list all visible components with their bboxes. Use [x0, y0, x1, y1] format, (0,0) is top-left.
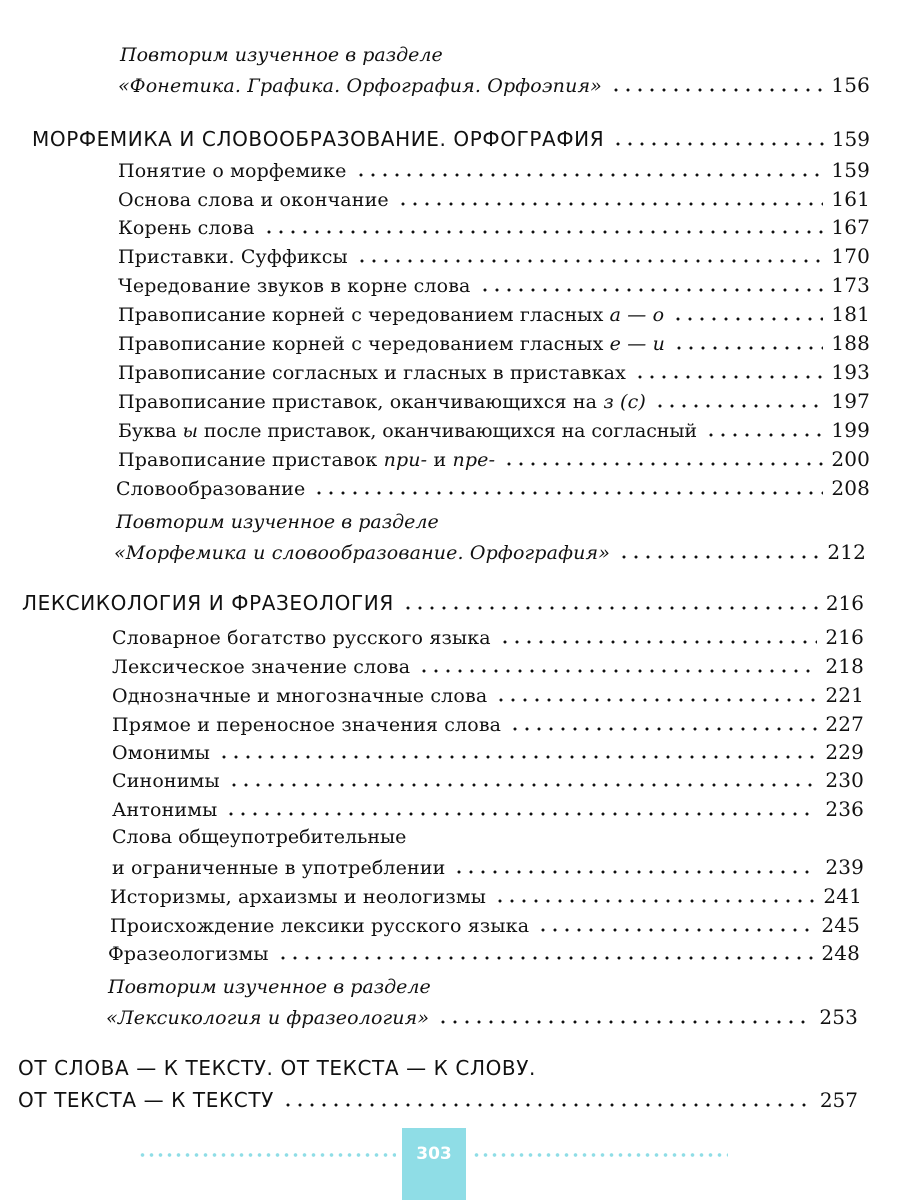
- entry-page: 199: [831, 418, 870, 442]
- section-page: 257: [819, 1088, 858, 1112]
- entry-title-line1: Слова общеупотребительные: [112, 826, 407, 848]
- entry-title: Понятие о морфемике: [118, 160, 347, 182]
- dot-leader: [705, 433, 823, 437]
- dot-leader: [494, 899, 815, 903]
- entry-page: 197: [831, 389, 870, 413]
- section-heading-line1: ОТ СЛОВА — К ТЕКСТУ. ОТ ТЕКСТА — К СЛОВУ.: [18, 1056, 536, 1080]
- section-heading[interactable]: [32, 127, 870, 151]
- entry-title-text: Правописание приставок, оканчивающихся на: [118, 391, 598, 413]
- toc-entry[interactable]: [118, 215, 870, 239]
- toc-entry[interactable]: [118, 447, 870, 471]
- section-page: 216: [825, 591, 864, 615]
- entry-title-italic: а — о: [609, 304, 665, 326]
- entry-title: «Фонетика. Графика. Орфография. Орфоэпия»: [118, 75, 602, 97]
- entry-title: [118, 420, 697, 442]
- section-page: 159: [831, 127, 870, 151]
- entry-page: 208: [831, 476, 870, 500]
- entry-page: 229: [825, 740, 864, 764]
- entry-page: 218: [825, 654, 864, 678]
- entry-title: [118, 391, 646, 413]
- entry-title: Основа слова и окончание: [118, 189, 389, 211]
- entry-page: 170: [831, 244, 870, 268]
- toc-entry[interactable]: [112, 712, 864, 736]
- toc-entry[interactable]: [108, 941, 860, 965]
- toc-entry[interactable]: [110, 913, 860, 937]
- toc-entry[interactable]: [118, 331, 870, 355]
- toc-entry[interactable]: [112, 654, 864, 678]
- entry-page: 181: [831, 302, 870, 326]
- review-phonetics-heading: Повторим изученное в разделе: [120, 44, 443, 66]
- dot-leader: [495, 698, 817, 702]
- dot-leader: [397, 202, 824, 206]
- toc-entry[interactable]: [118, 158, 870, 182]
- entry-page: 236: [825, 797, 864, 821]
- toc-entry[interactable]: [112, 740, 864, 764]
- entry-page: 239: [825, 855, 864, 879]
- entry-title-text: после приставок, оканчивающихся на согласный: [203, 420, 697, 442]
- toc-entry[interactable]: [118, 418, 870, 442]
- entry-page: 230: [825, 768, 864, 792]
- dot-leader: [610, 88, 823, 92]
- dot-leader: [218, 755, 817, 759]
- entry-page: 167: [831, 215, 870, 239]
- entry-title: Прямое и переносное значения слова: [112, 714, 502, 736]
- dot-leader: [356, 259, 824, 263]
- dot-leader: [437, 1020, 811, 1024]
- entry-title: и ограниченные в употреблении: [112, 857, 446, 879]
- footer-dots-right: [472, 1152, 728, 1158]
- entry-title: Словообразование: [116, 478, 306, 500]
- toc-entry[interactable]: [114, 540, 866, 564]
- dot-leader: [618, 555, 819, 559]
- entry-title: Однозначные и многозначные слова: [112, 685, 488, 707]
- entry-title: Фразеологизмы: [108, 943, 269, 965]
- toc-entry[interactable]: [118, 73, 870, 97]
- entry-title: Правописание согласных и гласных в приставках: [118, 362, 627, 384]
- dot-leader: [499, 640, 818, 644]
- toc-entry[interactable]: [118, 244, 870, 268]
- entry-title: Лексическое значение слова: [112, 656, 411, 678]
- dot-leader: [402, 606, 818, 610]
- dot-leader: [225, 812, 817, 816]
- dot-leader: [509, 727, 817, 731]
- entry-title: [118, 304, 664, 326]
- entry-page: 159: [831, 158, 870, 182]
- dot-leader: [263, 230, 824, 234]
- entry-title: Чередование звуков в корне слова: [118, 275, 471, 297]
- entry-title-italic: ы: [182, 420, 198, 442]
- section-title: ЛЕКСИКОЛОГИЯ И ФРАЗЕОЛОГИЯ: [22, 591, 394, 615]
- entry-page: 188: [831, 331, 870, 355]
- section-heading[interactable]: [18, 1088, 858, 1112]
- toc-entry[interactable]: [112, 768, 864, 792]
- toc-entry[interactable]: [112, 683, 864, 707]
- toc-entry[interactable]: [110, 884, 862, 908]
- entry-title: [118, 449, 495, 471]
- entry-title-mid: и: [433, 449, 447, 471]
- entry-page: 161: [831, 187, 870, 211]
- entry-page: 245: [821, 913, 860, 937]
- entry-page: 173: [831, 273, 870, 297]
- dot-leader: [453, 870, 817, 874]
- entry-page: 241: [823, 884, 862, 908]
- entry-title-pre: Буква: [118, 420, 177, 442]
- entry-title-text: Правописание приставок: [118, 449, 378, 471]
- entry-title-italic: з (с): [603, 391, 646, 413]
- entry-title: Происхождение лексики русского языка: [110, 915, 530, 937]
- entry-title: Приставки. Суффиксы: [118, 246, 348, 268]
- toc-entry[interactable]: [118, 273, 870, 297]
- dot-leader: [654, 404, 823, 408]
- review-lexicology-heading: Повторим изученное в разделе: [108, 976, 431, 998]
- entry-title: [118, 333, 665, 355]
- dot-leader: [277, 956, 814, 960]
- dot-leader: [418, 669, 817, 673]
- toc-entry[interactable]: [118, 302, 870, 326]
- review-morphemics-heading: Повторим изученное в разделе: [116, 511, 439, 533]
- toc-entry[interactable]: [112, 797, 864, 821]
- dot-leader: [672, 317, 823, 321]
- section-title: МОРФЕМИКА И СЛОВООБРАЗОВАНИЕ. ОРФОГРАФИЯ: [32, 127, 605, 151]
- entry-title-text: Правописание корней с чередованием гласных: [118, 304, 604, 326]
- entry-page: 212: [827, 540, 866, 564]
- entry-title-text: Правописание корней с чередованием гласных: [118, 333, 604, 355]
- entry-page: 193: [831, 360, 870, 384]
- dot-leader: [537, 928, 813, 932]
- section-heading[interactable]: [22, 591, 864, 615]
- entry-title: Синонимы: [112, 770, 220, 792]
- toc-entry[interactable]: [112, 625, 864, 649]
- entry-title: Омонимы: [112, 742, 211, 764]
- entry-title-italic: е — и: [609, 333, 665, 355]
- entry-page: 221: [825, 683, 864, 707]
- dot-leader: [673, 346, 823, 350]
- entry-title: Словарное богатство русского языка: [112, 627, 491, 649]
- entry-page: 253: [819, 1005, 858, 1029]
- dot-leader: [503, 462, 823, 466]
- dot-leader: [313, 491, 823, 495]
- entry-page: 156: [831, 73, 870, 97]
- dot-leader: [479, 288, 824, 292]
- entry-page: 216: [825, 625, 864, 649]
- toc-entry[interactable]: [112, 855, 864, 879]
- entry-title: Корень слова: [118, 217, 255, 239]
- entry-title: «Морфемика и словообразование. Орфография»: [114, 542, 610, 564]
- dot-leader: [282, 1103, 812, 1107]
- entry-title: Историзмы, архаизмы и неологизмы: [110, 886, 487, 908]
- entry-title-italic2: пре-: [452, 449, 496, 471]
- toc-entry[interactable]: [106, 1005, 858, 1029]
- dot-leader: [228, 783, 818, 787]
- page-number: 303: [402, 1128, 466, 1200]
- entry-title: Антонимы: [112, 799, 218, 821]
- dot-leader: [634, 375, 823, 379]
- toc-entry[interactable]: [118, 389, 870, 413]
- toc-entry[interactable]: [116, 476, 870, 500]
- toc-entry[interactable]: [118, 360, 870, 384]
- footer-dots-left: [138, 1152, 396, 1158]
- entry-title: «Лексикология и фразеология»: [106, 1007, 430, 1029]
- dot-leader: [612, 142, 824, 146]
- entry-page: 200: [831, 447, 870, 471]
- entry-title-italic: при-: [383, 449, 428, 471]
- toc-entry[interactable]: [118, 187, 870, 211]
- entry-page: 227: [825, 712, 864, 736]
- section-title: ОТ ТЕКСТА — К ТЕКСТУ: [18, 1088, 274, 1112]
- entry-page: 248: [821, 941, 860, 965]
- dot-leader: [355, 173, 824, 177]
